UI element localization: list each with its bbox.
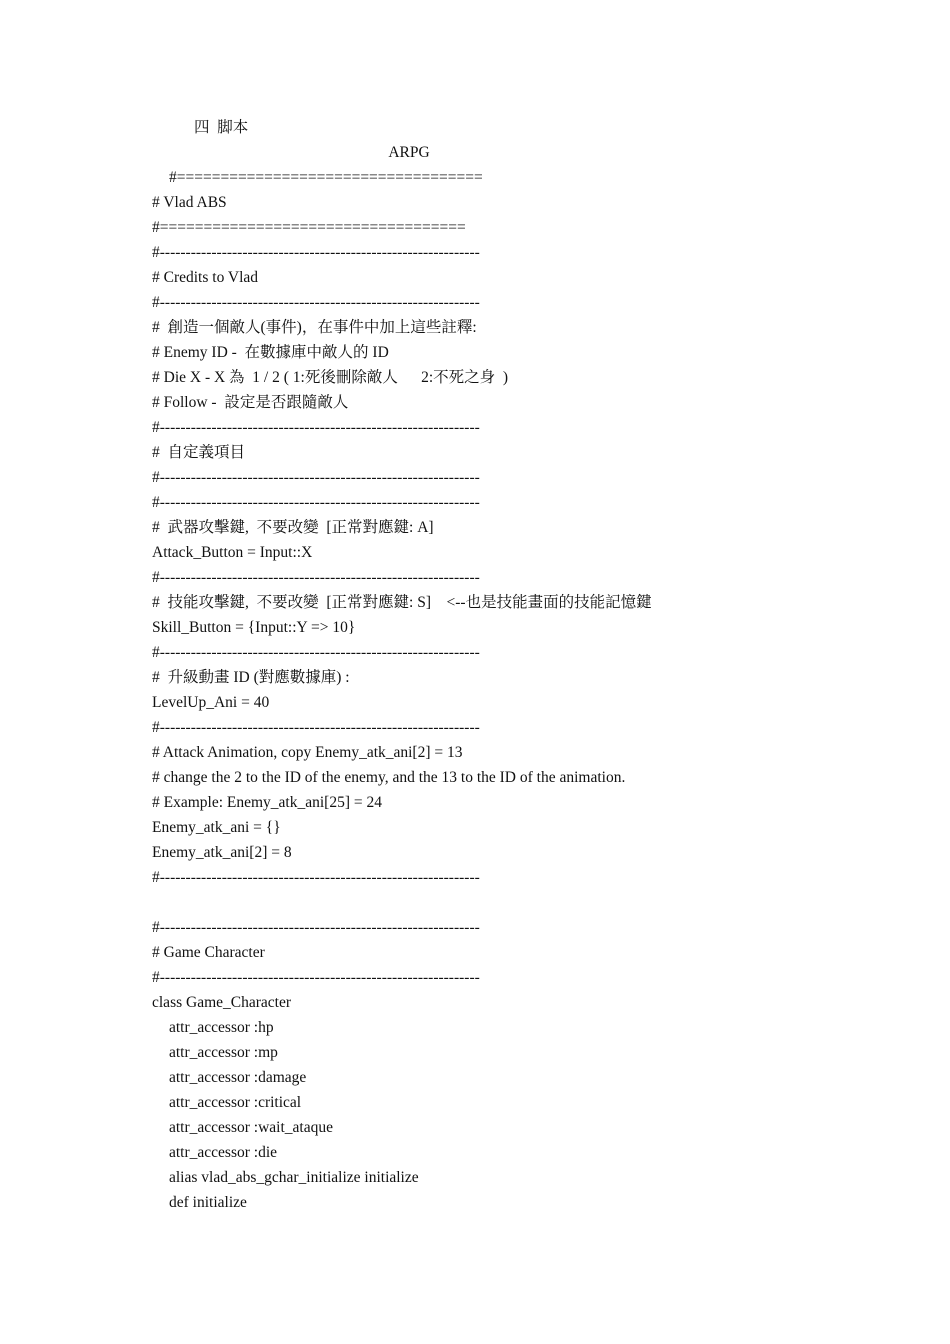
code-line: Enemy_atk_ani = {} [152,819,281,836]
code-line: #-------------------------------------------------------------- [152,644,480,661]
code-line: attr_accessor :die [169,1144,278,1161]
code-line: # Vlad ABS [152,194,227,211]
code-line: Attack_Button = Input::X [152,544,313,561]
code-line: # Credits to Vlad [152,269,259,286]
code-line: #-------------------------------------------------------------- [152,569,480,586]
code-line: # Follow - 設定是否跟隨敵人 [152,394,349,411]
code-line: attr_accessor :critical [169,1094,302,1111]
document-title: ARPG [388,144,430,161]
code-line: #-------------------------------------------------------------- [152,494,480,511]
code-line: def initialize [169,1194,247,1211]
code-line: #-------------------------------------------------------------- [152,469,480,486]
code-line: Skill_Button = {Input::Y => 10} [152,619,356,636]
code-line: # 創造一個敵人(事件)，在事件中加上這些註釋: [152,319,477,336]
code-line: #-------------------------------------------------------------- [152,969,480,986]
code-line: # Die X - X 為 1 / 2 ( 1:死後刪除敵人 2:不死之身 ) [152,369,509,386]
code-line: attr_accessor :mp [169,1044,278,1061]
code-line: # 技能攻擊鍵, 不要改變 [正常對應鍵: S] <--也是技能畫面的技能記憶鍵 [152,594,652,611]
code-line: Enemy_atk_ani[2] = 8 [152,844,292,861]
code-line: LevelUp_Ani = 40 [152,694,270,711]
code-line: # change the 2 to the ID of the enemy, and the 13 to the ID of the animation. [152,769,626,786]
code-line: # 自定義項目 [152,444,246,461]
code-line: class Game_Character [152,994,292,1011]
code-line: attr_accessor :hp [169,1019,274,1036]
code-line: #-------------------------------------------------------------- [152,919,480,936]
code-line: # 升級動畫 ID (對應數據庫) : [152,669,350,686]
code-line: #=================================== [152,219,466,236]
code-line: alias vlad_abs_gchar_initialize initialize [169,1169,419,1186]
code-line: #-------------------------------------------------------------- [152,244,480,261]
code-line: attr_accessor :wait_ataque [169,1119,333,1136]
code-line: #-------------------------------------------------------------- [152,719,480,736]
chapter-heading: 四 脚本 [194,119,249,136]
code-line: #-------------------------------------------------------------- [152,294,480,311]
code-line: # Example: Enemy_atk_ani[25] = 24 [152,794,382,811]
code-line: # Attack Animation, copy Enemy_atk_ani[2] = 13 [152,744,463,761]
code-line: # Enemy ID - 在數據庫中敵人的 ID [152,344,389,361]
code-line: #-------------------------------------------------------------- [152,419,480,436]
code-line: #-------------------------------------------------------------- [152,869,480,886]
code-line: #=================================== [169,169,483,186]
code-line: # 武器攻擊鍵, 不要改變 [正常對應鍵: A] [152,519,434,536]
code-line: attr_accessor :damage [169,1069,307,1086]
code-line: # Game Character [152,944,265,961]
